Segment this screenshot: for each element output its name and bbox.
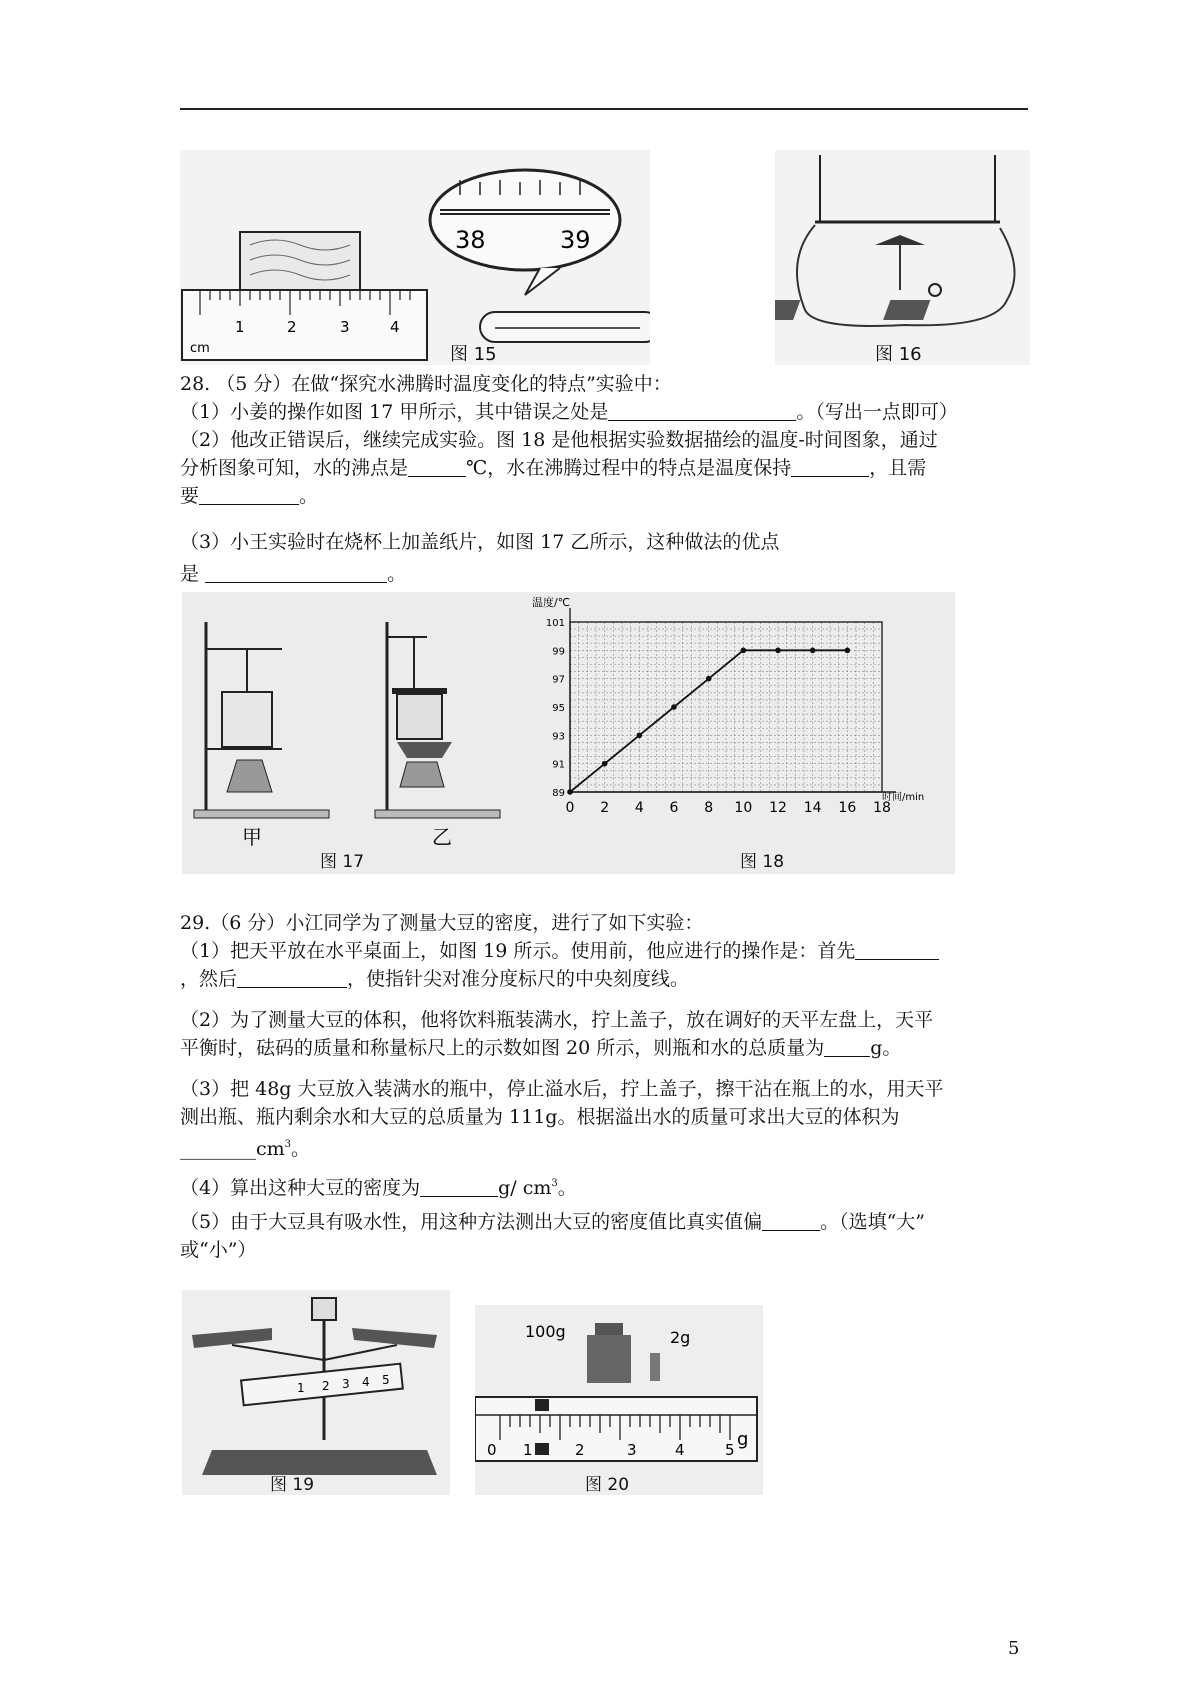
ruler-mark-3: 3 — [340, 318, 350, 336]
chart-data-point — [741, 648, 747, 654]
chart-x-tick-label: 16 — [838, 800, 857, 816]
figure-18-caption: 图 18 — [740, 852, 785, 872]
fig20-mark-4: 4 — [675, 1441, 685, 1459]
figure-17-caption: 图 17 — [320, 852, 365, 872]
chart-y-tick-label: 91 — [552, 759, 565, 771]
ruler-mark-2: 2 — [287, 318, 297, 336]
chart-x-tick-label: 10 — [734, 800, 753, 816]
header-rule — [180, 108, 1028, 110]
fig20-mark-5: 5 — [725, 1441, 735, 1459]
chart-data-point — [671, 704, 677, 710]
fig19-mark-5: 5 — [382, 1373, 390, 1387]
figure-19-drawing — [182, 1290, 450, 1495]
chart-data-point — [567, 789, 573, 795]
q28-part2-line3: 要 。 — [180, 485, 319, 507]
page-number: 5 — [1008, 1638, 1020, 1659]
q29-part1-line1: （1）把天平放在水平桌面上，如图 19 所示。使用前，他应进行的操作是：首先 — [180, 939, 939, 963]
q28-part2-line1: （2）他改正错误后，继续完成实验。图 18 是他根据实验数据描绘的温度-时间图象，通过 — [180, 429, 938, 451]
fig19-mark-1: 1 — [297, 1381, 305, 1395]
ruler-unit: cm — [190, 341, 210, 356]
chart-x-tick-label: 4 — [634, 800, 644, 816]
ruler-mark-1: 1 — [235, 318, 245, 336]
q29-head: 29.（6 分）小江同学为了测量大豆的密度，进行了如下实验： — [180, 912, 704, 934]
q28-blank-advantage[interactable] — [205, 564, 387, 583]
figure-15-drawing — [180, 150, 650, 365]
figure-15-caption: 图 15 — [450, 344, 497, 365]
figure-18-chart — [530, 592, 950, 852]
q28-blank-need[interactable] — [199, 486, 299, 505]
figure-16-caption: 图 16 — [875, 344, 922, 365]
q29-part5-line2: 或“小”） — [180, 1239, 257, 1261]
figure-17-18-panel — [182, 592, 955, 874]
thermometer-reading-39: 39 — [560, 226, 591, 254]
q29-part2-line2: 平衡时，砝码的质量和称量标尺上的示数如图 20 所示，则瓶和水的总质量为 g。 — [180, 1037, 902, 1059]
weight-2g-label: 2g — [670, 1328, 691, 1347]
weight-100g-label: 100g — [525, 1322, 566, 1341]
chart-y-tick-label: 101 — [545, 618, 565, 629]
fig19-mark-3: 3 — [342, 1377, 350, 1391]
q28-part2-line2: 分析图象可知，水的沸点是 ℃，水在沸腾过程中的特点是温度保持 ，且需 — [180, 457, 927, 479]
thermometer-reading-38: 38 — [455, 226, 486, 254]
q29-blank-first[interactable] — [855, 941, 939, 960]
ruler-mark-4: 4 — [390, 318, 400, 336]
q28-part3-line1: （3）小王实验时在烧杯上加盖纸片，如图 17 乙所示，这种做法的优点 — [180, 531, 780, 553]
q29-part3-line1: （3）把 48g 大豆放入装满水的瓶中，停止溢水后，拧上盖子，擦干沾在瓶上的水，用天平 — [180, 1078, 944, 1100]
fig20-mark-2: 2 — [575, 1441, 585, 1459]
chart-y-tick-label: 93 — [552, 731, 565, 743]
fig19-mark-4: 4 — [362, 1375, 370, 1389]
chart-ylabel: 温度/℃ — [532, 596, 571, 609]
q29-part4: （4）算出这种大豆的密度为 g/ $cm^3$。 — [180, 1177, 577, 1199]
chart-x-tick-label: 12 — [769, 800, 787, 816]
q29-blank-total-mass[interactable] — [824, 1038, 870, 1057]
q28-blank-temperature[interactable] — [791, 458, 869, 477]
q28-blank-boiling-point[interactable] — [408, 458, 466, 477]
chart-y-tick-label: 97 — [552, 674, 565, 686]
q28-part1: （1）小姜的操作如图 17 甲所示，其中错误之处是 。（写出一点即可） — [180, 401, 958, 423]
q28-head: 28. （5 分）在做“探究水沸腾时温度变化的特点”实验中： — [180, 373, 672, 395]
fig20-unit: g — [737, 1429, 749, 1450]
chart-data-point — [637, 733, 643, 739]
figure-20-drawing — [475, 1305, 763, 1495]
q28-part3-line2: 是 。 — [180, 563, 407, 585]
chart-x-tick-label: 2 — [600, 800, 610, 816]
fig20-mark-3: 3 — [627, 1441, 637, 1459]
figure-16-drawing — [775, 150, 1030, 365]
chart-x-tick-label: 8 — [704, 800, 714, 816]
chart-y-tick-label: 95 — [552, 703, 565, 714]
figure-16 — [775, 150, 1030, 365]
chart-x-tick-label: 0 — [565, 800, 575, 816]
figure-20-caption: 图 20 — [585, 1475, 630, 1495]
fig19-mark-2: 2 — [322, 1379, 330, 1393]
chart-data-point — [775, 648, 781, 654]
chart-data-point — [810, 648, 816, 654]
figure-17-label-yi: 乙 — [432, 825, 452, 849]
chart-x-tick-label: 6 — [669, 800, 679, 816]
q28-blank-1[interactable] — [608, 402, 796, 421]
q29-part3-line2: 测出瓶、瓶内剩余水和大豆的总质量为 111g。根据溢出水的质量可求出大豆的体积为 — [180, 1106, 900, 1128]
chart-x-tick-label: 14 — [803, 800, 822, 816]
chart-xlabel: 时间/min — [882, 792, 925, 803]
chart-x-tick-label: 18 — [873, 800, 891, 816]
chart-data-point — [602, 761, 608, 767]
chart-data-point — [706, 676, 712, 682]
chart-y-tick-label: 89 — [552, 788, 565, 799]
fig20-mark-0: 0 — [487, 1441, 497, 1459]
figure-20 — [475, 1305, 763, 1495]
q29-blank-density[interactable] — [420, 1178, 498, 1197]
fig20-mark-1: 1 — [523, 1441, 533, 1459]
q29-part2-line1: （2）为了测量大豆的体积，他将饮料瓶装满水，拧上盖子，放在调好的天平左盘上，天平 — [180, 1009, 934, 1031]
q29-blank-bias[interactable] — [762, 1212, 820, 1231]
chart-data-point — [845, 648, 851, 654]
figure-17-label-jia: 甲 — [242, 825, 262, 849]
q29-part3-line3: $\_\_\_\_\_\_\_\_cm^3$。 — [180, 1138, 311, 1160]
figure-19-caption: 图 19 — [270, 1475, 315, 1495]
q29-blank-then[interactable] — [237, 969, 347, 988]
q29-part1-line2: ，然后 ，使指针尖对准分度标尺的中央刻度线。 — [180, 968, 690, 990]
chart-y-tick-label: 99 — [552, 646, 565, 658]
figure-19 — [182, 1290, 450, 1495]
figure-15 — [180, 150, 650, 365]
q29-part5-line1: （5）由于大豆具有吸水性，用这种方法测出大豆的密度值比真实值偏 。（选填“大” — [180, 1211, 926, 1233]
